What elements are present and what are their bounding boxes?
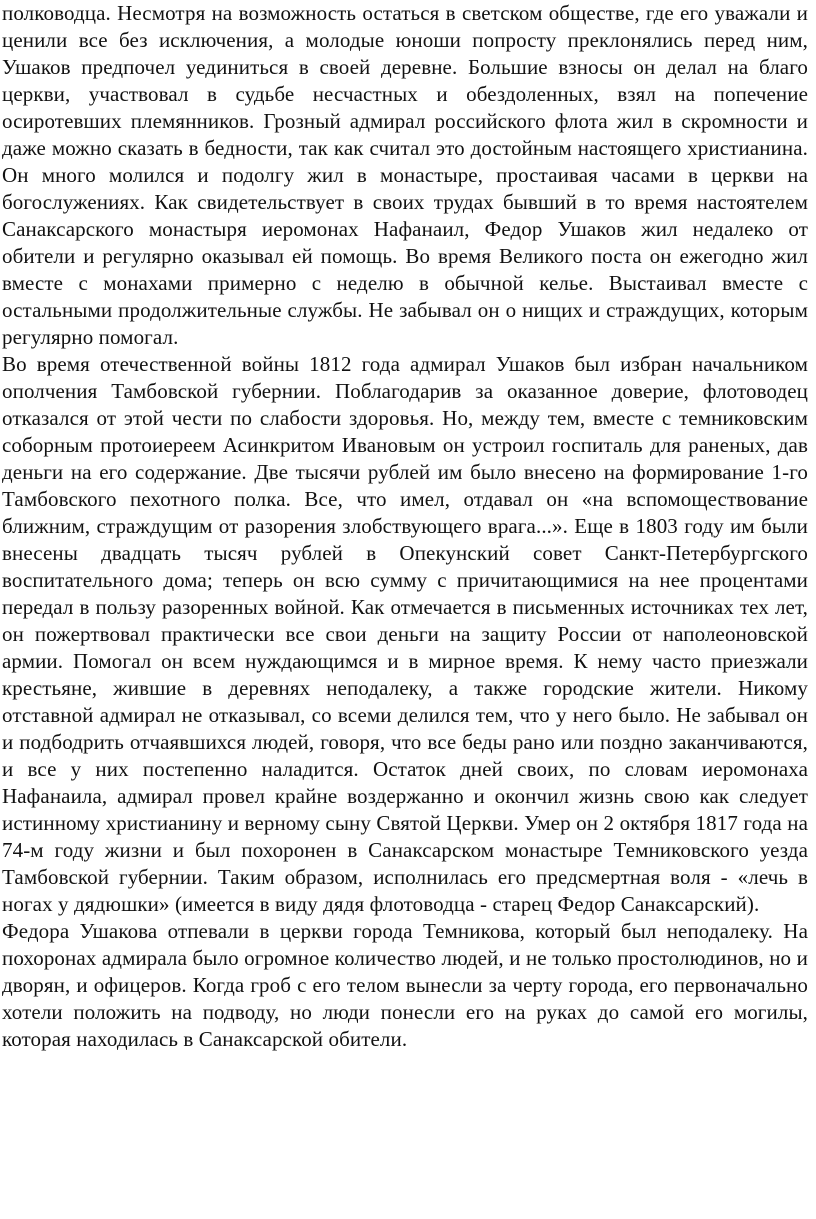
paragraph-2: Во время отечественной войны 1812 года адмирал Ушаков был избран начальником ополчения Тамбовской губернии. Поблагодарив за оказанное доверие, флотоводец отказался от этой чести по слабости здоровья. Но, между тем, вместе с темниковским соборным протоиереем Асинкритом Ивановым он устроил госпиталь для раненых, дав деньги на его содержание. Две тысячи рублей им было внесено на формирование 1-го Тамбовского пехотного полка. Все, что имел, отдавал он «на вспомоществование ближним, страждущим от разорения злобствующего врага...». Еще в 1803 году им были внесены двадцать тысяч рублей в Опекунский совет Санкт-Петербургского воспитательного дома; теперь он всю сумму с причитающимися на нее процентами передал в пользу разоренных войной. Как отмечается в письменных источниках тех лет, он пожертвовал практически все свои деньги на защиту России от наполеоновской армии. Помогал он всем нуждающимся и в мирное время. К нему часто приезжали крестьяне, жившие в деревнях неподалеку, а также городские жители. Никому отставной адмирал не отказывал, со всеми делился тем, что у него было. Не забывал он и подбодрить отчаявшихся людей, говоря, что все беды рано или поздно заканчиваются, и все у них постепенно наладится. Остаток дней своих, по словам иеромонаха Нафанаила, адмирал провел крайне воздержанно и окончил жизнь свою как следует истинному христианину и верному сыну Святой Церкви. Умер он 2 октября 1817 года на 74-м году жизни и был похоронен в Санаксарском монастыре Темниковского уезда Тамбовской губернии. Таким образом, исполнилась его предсмертная воля - «лечь в ногах у дядюшки» (имеется в виду дядя флотоводца - старец Федор Санаксарский). [2,352,808,916]
paragraph-1: полководца. Несмотря на возможность остаться в светском обществе, где его уважали и ценили все без исключения, а молодые юноши попросту преклонялись перед ним, Ушаков предпочел уединиться в своей деревне. Большие взносы он делал на благо церкви, участвовал в судьбе несчастных и обездоленных, взял на попечение осиротевших племянников. Грозный адмирал российского флота жил в скромности и даже можно сказать в бедности, так как считал это достойным настоящего христианина. Он много молился и подолгу жил в монастыре, простаивая часами в церкви на богослужениях. Как свидетельствует в своих трудах бывший в то время настоятелем Санаксарского монастыря иеромонах Нафанаил, Федор Ушаков жил недалеко от обители и регулярно оказывал ей помощь. Во время Великого поста он ежегодно жил вместе с монахами примерно с неделю в обычной келье. Выстаивал вместе с остальными продолжительные службы. Не забывал он о нищих и страждущих, которым регулярно помогал. [2,1,808,349]
paragraph-3: Федора Ушакова отпевали в церкви города Темникова, который был неподалеку. На похоронах адмирала было огромное количество людей, и не только простолюдинов, но и дворян, и офицеров. Когда гроб с его телом вынесли за черту города, его первоначально хотели положить на подводу, но люди понесли его на руках до самой его могилы, которая находилась в Санаксарской обители. [2,919,808,1051]
